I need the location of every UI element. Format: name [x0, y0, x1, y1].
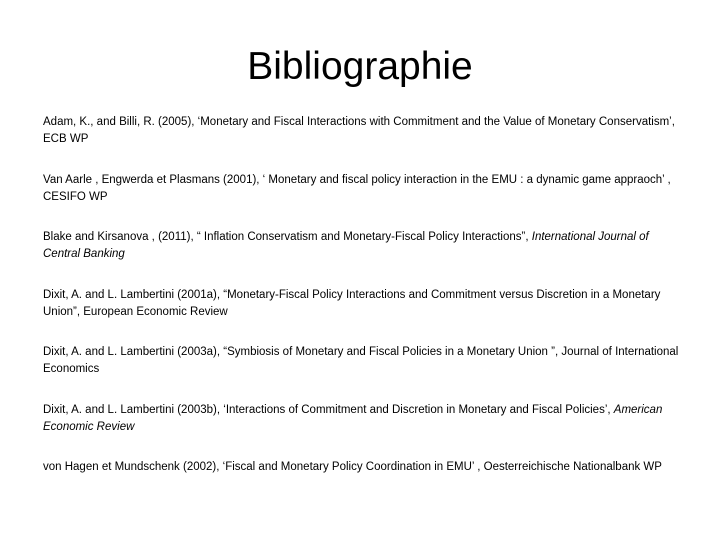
reference-text: Van Aarle , Engwerda et Plasmans (2001), ‘ Monetary and fiscal policy interaction in the EMU : a dynamic game appraoch’ , CESIFO WP: [43, 173, 671, 203]
reference-journal: American Economic Review: [43, 403, 663, 433]
reference-item: [43, 402, 683, 436]
reference-text: von Hagen et Mundschenk (2002), ‘Fiscal and Monetary Policy Coordination in EMU’ , Oesterreichische Nationalbank WP: [43, 461, 662, 473]
reference-list: [43, 114, 683, 517]
reference-item: [43, 459, 683, 493]
reference-text: Adam, K., and Billi, R. (2005), ‘Monetary and Fiscal Interactions with Commitment and the Value of Monetary Conservatism’, ECB WP: [43, 116, 675, 145]
reference-item: [43, 229, 683, 263]
reference-text: Dixit, A. and L. Lambertini (2003a), “Symbiosis of Monetary and Fiscal Policies in a Monetary Union ”, Journal of International Economics: [43, 346, 679, 375]
reference-text: Dixit, A. and L. Lambertini (2003b), ‘Interactions of Commitment and Discretion in Monetary and Fiscal Policies’,: [43, 403, 614, 416]
reference-item: [43, 172, 683, 206]
reference-journal: International Journal of Central Banking: [43, 231, 649, 260]
reference-item: [43, 344, 683, 378]
reference-text: Dixit, A. and L. Lambertini (2001a), “Monetary-Fiscal Policy Interactions and Commitment versus Discretion in a Monetary Union”, European Economic Review: [43, 288, 661, 318]
reference-text: Blake and Kirsanova , (2011), “ Inflation Conservatism and Monetary-Fiscal Policy Interactions”,: [43, 231, 532, 243]
reference-item: [43, 287, 683, 321]
reference-item: [43, 114, 683, 148]
slide-title: Bibliographie: [247, 45, 473, 88]
